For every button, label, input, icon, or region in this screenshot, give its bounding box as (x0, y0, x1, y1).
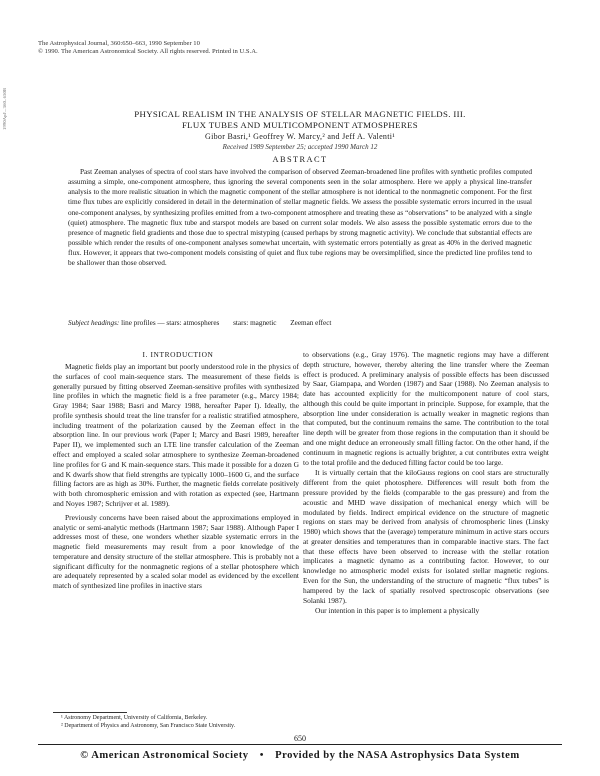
subject-term: Zeeman effect (290, 319, 332, 327)
subject-term: line profiles — stars: atmospheres (121, 319, 220, 327)
body-paragraph: It is virtually certain that the kiloGauss regions on cool stars are structurally different from the quiet photosphere. Differences will result both from the pressure provided by the fields (comparable to the gas pressure) and from the acoustic and MHD wave dissipation of mechanical energy which will be modulated by fields. Indirect empirical evidence on the structure of magnetic regions on stars may be derived from analysis of chromospheric lines (Linsky 1980) which shows that the (average) temperature minimum in active stars occurs at greater densities and temperatures than in comparable inactive stars. The fact that these effects have been observed to increase with the stellar rotation implicates a magnetic dynamo as a contributing factor. However, to our knowledge no atmospheric model exists for isolated stellar magnetic regions. Even for the Sun, the understanding of the structure of magnetic “flux tubes” is hampered by the lack of spatially resolved spectroscopic observations (see Solanki 1987). (303, 468, 549, 605)
received-dates: Received 1989 September 25; accepted 1990 March 12 (222, 143, 378, 151)
body-paragraph: Our intention in this paper is to implement a physically (315, 606, 480, 616)
author-list: Gibor Basri,¹ Geoffrey W. Marcy,² and Jeff A. Valenti¹ (205, 132, 395, 141)
footer-divider (38, 744, 562, 745)
ads-side-bibcode: 1990ApJ...360..650B (2, 87, 7, 130)
footnote-divider (53, 712, 127, 713)
footer-separator: • (259, 750, 264, 761)
journal-citation: The Astrophysical Journal, 360:650–663, 1990 September 10 (38, 40, 200, 47)
body-column-right (303, 350, 549, 616)
body-paragraph: to observations (e.g., Gray 1976). The magnetic regions may have a different depth structure, however, thereby altering the line transfer where the Zeeman effect is produced. A preliminary analysis of possible effects has been discussed by Saar, Giampapa, and Worden (1987) and Saar (1988). No Zeeman analysis to date has accounted explicitly for the multicomponent nature of cool stars, although this could be quite important in principle. Suppose, for example, that the absorption line under consideration is actually weaker in magnetic regions than that computed, but the continuum remains the same. The contribution to the total line depth will be greater from those regions in the computation than it should be and one might deduce an erroneously small filling factor. On the other hand, if the continuum in magnetic regions is actually brighter, a cut contributes extra weight to the total profile and the deduced filling factor could be too large. (303, 350, 549, 467)
footnote-2: ² Department of Physics and Astronomy, San Francisco State University. (61, 723, 236, 729)
ads-footer (38, 750, 562, 761)
subject-term: stars: magnetic (233, 319, 277, 327)
subject-headings (68, 319, 532, 327)
footnotes (53, 714, 303, 730)
body-column-left (53, 362, 299, 591)
body-paragraph: Magnetic fields play an important but poorly understood role in the physics of the surfaces of cool main-sequence stars. The measurement of these fields is generally pursued by fitting observed Zeeman-sensitive profiles with synthesized line profiles in which the magnetic field is a free parameter (e.g., Marcy 1984; Gray 1984; Saar 1988; Basri and Marcy 1988, hereafter Paper I). Ideally, the profile synthesis should treat the line transfer for a realistic stratified atmosphere, including treatment of the polarization caused by the Zeeman effect in the absorption line. In our previous work (Paper I; Marcy and Basri 1989, hereafter Paper II), we implemented such an LTE line transfer calculation of the Zeeman effect and employed a scaled solar atmosphere to synthesize Zeeman-broadened line profiles for G and K main-sequence stars. This made it possible for a dozen G and K dwarfs show that field strengths are typically 1000–1600 G, and the surface filling factors are as high as 30%. Further, the magnetic fields correlate positively with both chromospheric emission and with rotation as expected (see, Hartmann and Noyes 1987; Schrijver et al. 1989). (53, 362, 299, 508)
paper-title (60, 109, 540, 130)
footer-provider: Provided by the NASA Astrophysics Data System (275, 750, 520, 761)
body-paragraph: Previously concerns have been raised about the approximations employed in analytic or semi-analytic methods (Hartmann 1987; Saar 1988). Although Paper I addresses most of these, one wonders whether sizable systematic errors in the magnetic field measurements may result from a poor knowledge of the temperature and density structure of the stellar atmosphere. This is probably not a significant difficulty for the nonmagnetic regions of a stellar photosphere which are adequately represented by a scaled solar model as evidenced by the excellent match of synthesized line profiles in inactive stars (53, 512, 299, 591)
journal-copyright: © 1990. The American Astronomical Society. All rights reserved. Printed in U.S.A. (38, 48, 258, 55)
footnote-1: ¹ Astronomy Department, University of California, Berkeley. (61, 715, 208, 721)
journal-header (38, 40, 258, 56)
page-number: 650 (294, 734, 306, 743)
abstract-heading: ABSTRACT (272, 155, 328, 164)
title-line-1: PHYSICAL REALISM IN THE ANALYSIS OF STELLAR MAGNETIC FIELDS. III. (134, 109, 466, 119)
abstract-text: Past Zeeman analyses of spectra of cool stars have involved the comparison of observed Zeeman-broadened line profiles with synthetic profiles computed assuming a simple, one-component atmosphere, thus ignoring the several components seen in the solar atmosphere. Here we apply a physical line-transfer analysis to the more realistic situation in which the magnetic component of the stellar atmosphere is not identical to the nonmagnetic component. For the first time flux tubes are explicitly considered in detail in the determination of stellar magnetic fields. We assess the possible systematic errors incurred in the usual one-component analyses, by synthesizing profiles emitted from a two-component atmosphere and treating these as “observations” to be analyzed with a single (quiet) atmosphere. The magnetic flux tube and starspot models are based on current solar models. We also assess the possible systematic errors due to the presence of magnetic field gradients and those due to spectral mistyping (caused perhaps by strong magnetic activity). We conclude that substantial effects are possible which render the results of one-component analyses somewhat uncertain, with systematic errors potentially as great as 40% in the derived magnetic flux. However, it appears that two-component models consisting of quiet and flux tube regions may be oversimplified, since the predicted line profiles tend to be shallower than those observed. (68, 167, 532, 268)
section-heading-introduction: I. INTRODUCTION (142, 350, 214, 359)
footer-copyright: © American Astronomical Society (80, 750, 249, 761)
subject-headings-label: Subject headings: (68, 319, 120, 327)
title-line-2: FLUX TUBES AND MULTICOMPONENT ATMOSPHERES (181, 119, 419, 130)
